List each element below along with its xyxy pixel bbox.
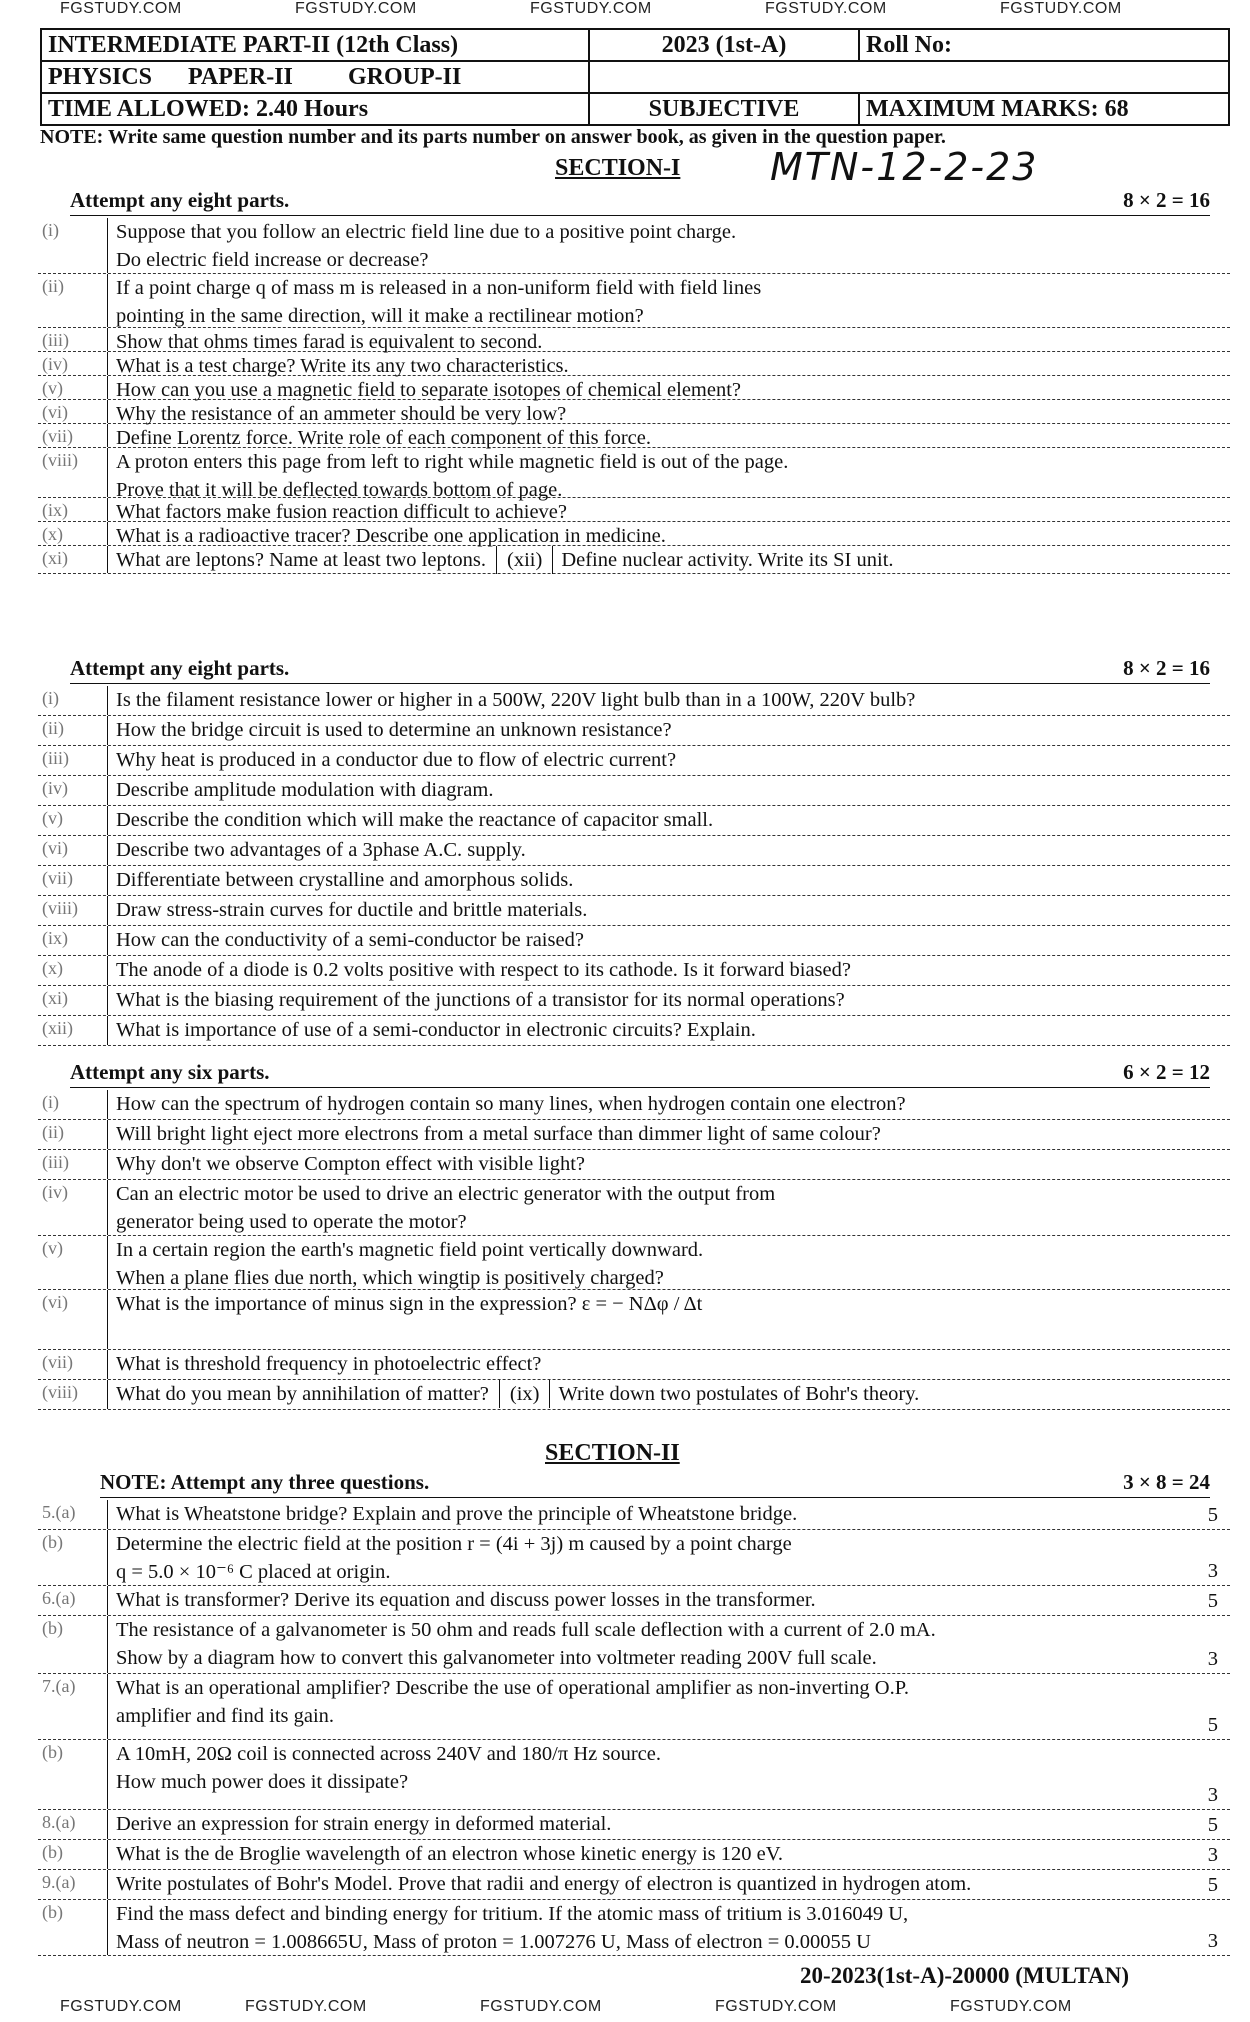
watermark-top-2: FGSTUDY.COM (295, 0, 417, 17)
part-number: (xi) (38, 546, 108, 573)
part-text: A proton enters this page from left to right while magnetic field is out of the page. Prove that it will be deflected towards bottom of page. (116, 451, 789, 501)
q3-part-4 (38, 776, 1230, 806)
part-text: How can the conductivity of a semi-conductor be raised? (116, 929, 584, 951)
part-number: (vii) (38, 1350, 108, 1379)
part-text: If a point charge q of mass m is released in a non-uniform field with field lines pointing in the same direction, will it make a rectilinear motion? (116, 277, 762, 327)
part-text: Describe the condition which will make the reactance of capacitor small. (116, 809, 714, 831)
max-marks: MAXIMUM MARKS: 68 (866, 95, 1129, 122)
q4-part-3 (38, 1150, 1230, 1180)
part-marks: 5 (1207, 1590, 1218, 1612)
part-number: (ii) (38, 716, 108, 745)
part-number: (i) (38, 1090, 108, 1119)
s2-part-5 (38, 1674, 1230, 1740)
s2-part-10 (38, 1900, 1230, 1956)
q3-header (70, 656, 1210, 684)
paper-type: SUBJECTIVE (590, 94, 860, 124)
q4-part-4 (38, 1180, 1230, 1236)
part-text: What is Wheatstone bridge? Explain and prove the principle of Wheatstone bridge. (116, 1503, 798, 1525)
part-text: What is the biasing requirement of the junctions of a transistor for its normal operations? (116, 989, 845, 1011)
part-number: (v) (38, 1236, 108, 1289)
part-number: (b) (38, 1840, 108, 1869)
part-marks: 3 (1207, 1930, 1218, 1952)
part-number: (v) (38, 806, 108, 835)
part-text: What do you mean by annihilation of matter? (116, 1383, 489, 1405)
part-text: A 10mH, 20Ω coil is connected across 240V and 180/π Hz source. How much power does it dissipate? (116, 1743, 662, 1793)
handwritten-code: MTN-12-2-23 (770, 145, 1039, 189)
part-number: (iii) (38, 1150, 108, 1179)
part-number: (viii) (38, 1380, 108, 1409)
q4-header (70, 1060, 1210, 1088)
s2-part-9 (38, 1870, 1230, 1900)
q3-part-5 (38, 806, 1230, 836)
part-text: Draw stress-strain curves for ductile and brittle materials. (116, 899, 588, 921)
q2-part-5 (38, 376, 1230, 400)
part-number: (x) (38, 522, 108, 545)
part-text: Describe amplitude modulation with diagram. (116, 779, 494, 801)
watermark-top-4: FGSTUDY.COM (765, 0, 887, 17)
q4-part-1 (38, 1090, 1230, 1120)
part-text: Suppose that you follow an electric field line due to a positive point charge. Do electric field increase or decrease? (116, 221, 737, 271)
q2-part-1 (38, 218, 1230, 274)
paper-label: PAPER-II (188, 63, 293, 90)
part-number: (ix) (38, 498, 108, 521)
q2-part-6 (38, 400, 1230, 424)
part-text: Why the resistance of an ammeter should be very low? (116, 403, 567, 425)
q2-part-8 (38, 448, 1230, 501)
part-text: Define Lorentz force. Write role of each component of this force. (116, 427, 651, 449)
q2-part-7 (38, 424, 1230, 448)
section-2-marks: 3 × 8 = 24 (1123, 1470, 1210, 1494)
part-text: How can you use a magnetic field to separate isotopes of chemical element? (116, 379, 742, 401)
part-number: (b) (38, 1616, 108, 1673)
part-text: What is importance of use of a semi-conductor in electronic circuits? Explain. (116, 1019, 756, 1041)
part-text: What are leptons? Name at least two leptons. (116, 549, 487, 571)
part-number: (b) (38, 1900, 108, 1955)
part-number: (vii) (38, 424, 108, 447)
s2-part-3 (38, 1586, 1230, 1616)
s2-part-7 (38, 1810, 1230, 1840)
footer-code: 20-2023(1st-A)-20000 (MULTAN) (800, 1963, 1129, 1988)
part-number: (viii) (38, 896, 108, 925)
part-text: What is a radioactive tracer? Describe one application in medicine. (116, 525, 666, 547)
part-text: What factors make fusion reaction difficult to achieve? (116, 501, 567, 523)
part-text: What is transformer? Derive its equation and discuss power losses in the transformer. (116, 1589, 816, 1611)
part-text: Why heat is produced in a conductor due to flow of electric current? (116, 749, 677, 771)
part-marks: 3 (1207, 1648, 1218, 1670)
part-number: 8.(a) (38, 1810, 108, 1839)
q4-marks: 6 × 2 = 12 (1123, 1060, 1210, 1084)
q3-part-7 (38, 866, 1230, 896)
part-text: The resistance of a galvanometer is 50 ohm and reads full scale deflection with a current of 2.0 mA. Show by a diagram how to convert this galvanometer into voltmeter reading 200V full scale. (116, 1619, 936, 1669)
q3-part-1 (38, 686, 1230, 716)
part-text: Write postulates of Bohr's Model. Prove that radii and energy of electron is quantized in hydrogen atom. (116, 1873, 972, 1895)
q3-part-6 (38, 836, 1230, 866)
q4-part-7 (38, 1350, 1230, 1380)
part-number: (vi) (38, 836, 108, 865)
part-number: 6.(a) (38, 1586, 108, 1615)
q2-part-3 (38, 328, 1230, 352)
part-marks: 5 (1207, 1714, 1218, 1736)
part-marks: 5 (1207, 1504, 1218, 1526)
part-number: (iii) (38, 328, 108, 351)
q3-part-9 (38, 926, 1230, 956)
q2-part-10 (38, 522, 1230, 546)
section-1-title: SECTION-I (555, 155, 681, 181)
part-number: (i) (38, 686, 108, 715)
part-number: (iv) (38, 352, 108, 375)
part-text: Define nuclear activity. Write its SI unit. (561, 549, 894, 571)
q2-part-2 (38, 274, 1230, 328)
s2-part-6 (38, 1740, 1230, 1810)
part-text: Determine the electric field at the position r = (4i + 3j) m caused by a point charge q = 5.0 × 10⁻⁶ C placed at origin. (116, 1533, 792, 1583)
part-text: In a certain region the earth's magnetic field point vertically downward. When a plane flies due north, which wingtip is positively charged? (116, 1239, 704, 1289)
part-text: Write down two postulates of Bohr's theory. (558, 1383, 920, 1405)
part-text: Differentiate between crystalline and amorphous solids. (116, 869, 574, 891)
watermark-bottom-2: FGSTUDY.COM (245, 1998, 367, 2015)
part-number: (ix) (38, 926, 108, 955)
q3-part-11 (38, 986, 1230, 1016)
q3-marks: 8 × 2 = 16 (1123, 656, 1210, 680)
part-number: (ii) (38, 1120, 108, 1149)
part-number: (xii) (496, 546, 553, 574)
part-number: (ii) (38, 274, 108, 327)
note-line: NOTE: Write same question number and its parts number on answer book, as given in the question paper. (40, 126, 946, 148)
part-text: What is a test charge? Write its any two characteristics. (116, 355, 569, 377)
q3-part-12 (38, 1016, 1230, 1046)
part-number: (vi) (38, 400, 108, 423)
time-allowed: TIME ALLOWED: 2.40 Hours (42, 94, 590, 124)
part-number: (vi) (38, 1290, 108, 1349)
header-box (40, 28, 1230, 126)
part-text: Show that ohms times farad is equivalent to second. (116, 331, 543, 353)
watermark-bottom-1: FGSTUDY.COM (60, 1998, 182, 2015)
part-text: The anode of a diode is 0.2 volts positive with respect to its cathode. Is it forward biased? (116, 959, 851, 981)
section-2-header (100, 1470, 1210, 1498)
part-number: (vii) (38, 866, 108, 895)
part-text: Can an electric motor be used to drive an electric generator with the output from generator being used to operate the motor? (116, 1183, 776, 1233)
s2-part-1 (38, 1500, 1230, 1530)
subject-label: PHYSICS (48, 63, 153, 90)
s2-part-4 (38, 1616, 1230, 1674)
q3-part-3 (38, 746, 1230, 776)
part-text: Why don't we observe Compton effect with visible light? (116, 1153, 586, 1175)
watermark-top-1: FGSTUDY.COM (60, 0, 182, 17)
s2-part-2 (38, 1530, 1230, 1586)
part-number: (iv) (38, 1180, 108, 1235)
part-marks: 3 (1207, 1844, 1218, 1866)
part-text: What is the de Broglie wavelength of an electron whose kinetic energy is 120 eV. (116, 1843, 784, 1865)
part-text: What is threshold frequency in photoelectric effect? (116, 1353, 542, 1375)
watermark-bottom-4: FGSTUDY.COM (715, 1998, 837, 2015)
part-marks: 5 (1207, 1814, 1218, 1836)
q2-marks: 8 × 2 = 16 (1123, 188, 1210, 212)
part-number: (i) (38, 218, 108, 273)
part-text: How can the spectrum of hydrogen contain so many lines, when hydrogen contain one electron? (116, 1093, 906, 1115)
part-number: (x) (38, 956, 108, 985)
watermark-bottom-3: FGSTUDY.COM (480, 1998, 602, 2015)
part-text: Describe two advantages of a 3phase A.C. supply. (116, 839, 526, 861)
part-text: What is the importance of minus sign in the expression? ε = − NΔφ / Δt (116, 1293, 703, 1315)
year-label: 2023 (1st-A) (590, 30, 860, 60)
section-2-title: SECTION-II (545, 1440, 680, 1466)
s2-part-8 (38, 1840, 1230, 1870)
part-marks: 3 (1207, 1560, 1218, 1582)
q4-split-row (38, 1380, 1230, 1410)
q2-split-row (38, 546, 1230, 574)
watermark-top-3: FGSTUDY.COM (530, 0, 652, 17)
q2-header (70, 188, 1210, 216)
q4-part-2 (38, 1120, 1230, 1150)
part-number: (b) (38, 1740, 108, 1809)
q3-instruction: Attempt any eight parts. (70, 656, 290, 680)
part-number: (b) (38, 1530, 108, 1585)
part-number: 7.(a) (38, 1674, 108, 1739)
part-marks: 3 (1207, 1784, 1218, 1806)
part-text: Find the mass defect and binding energy for tritium. If the atomic mass of tritium is 3.016049 U, Mass of neutron = 1.008665U, Mass of proton = 1.007276 U, Mass of electron = 0.00055 U (116, 1903, 909, 1953)
q3-part-8 (38, 896, 1230, 926)
part-number: (xii) (38, 1016, 108, 1045)
part-number: (viii) (38, 448, 108, 497)
class-line: INTERMEDIATE PART-II (12th Class) (42, 30, 590, 60)
part-marks: 5 (1207, 1874, 1218, 1896)
q2-part-9 (38, 498, 1230, 522)
part-text: How the bridge circuit is used to determine an unknown resistance? (116, 719, 672, 741)
part-number: 5.(a) (38, 1500, 108, 1529)
part-text: Is the filament resistance lower or higher in a 500W, 220V light bulb than in a 100W, 220V bulb? (116, 689, 916, 711)
part-number: (iv) (38, 776, 108, 805)
part-text: What is an operational amplifier? Describe the use of operational amplifier as non-inverting O.P. amplifier and find its gain. (116, 1677, 909, 1727)
part-number: (xi) (38, 986, 108, 1015)
roll-no-label: Roll No: (866, 31, 952, 58)
group-label: GROUP-II (342, 62, 590, 92)
q2-part-4 (38, 352, 1230, 376)
part-text: Will bright light eject more electrons from a metal surface than dimmer light of same colour? (116, 1123, 881, 1145)
q4-instruction: Attempt any six parts. (70, 1060, 270, 1084)
q4-part-5 (38, 1236, 1230, 1290)
q3-part-2 (38, 716, 1230, 746)
q4-part-6 (38, 1290, 1230, 1350)
q3-part-10 (38, 956, 1230, 986)
part-text: Derive an expression for strain energy in deformed material. (116, 1813, 612, 1835)
q2-instruction: Attempt any eight parts. (70, 188, 290, 212)
watermark-top-5: FGSTUDY.COM (1000, 0, 1122, 17)
part-number: (ix) (499, 1380, 551, 1408)
section-2-instruction: NOTE: Attempt any three questions. (100, 1470, 430, 1494)
part-number: (v) (38, 376, 108, 399)
part-number: (iii) (38, 746, 108, 775)
part-number: 9.(a) (38, 1870, 108, 1899)
watermark-bottom-5: FGSTUDY.COM (950, 1998, 1072, 2015)
